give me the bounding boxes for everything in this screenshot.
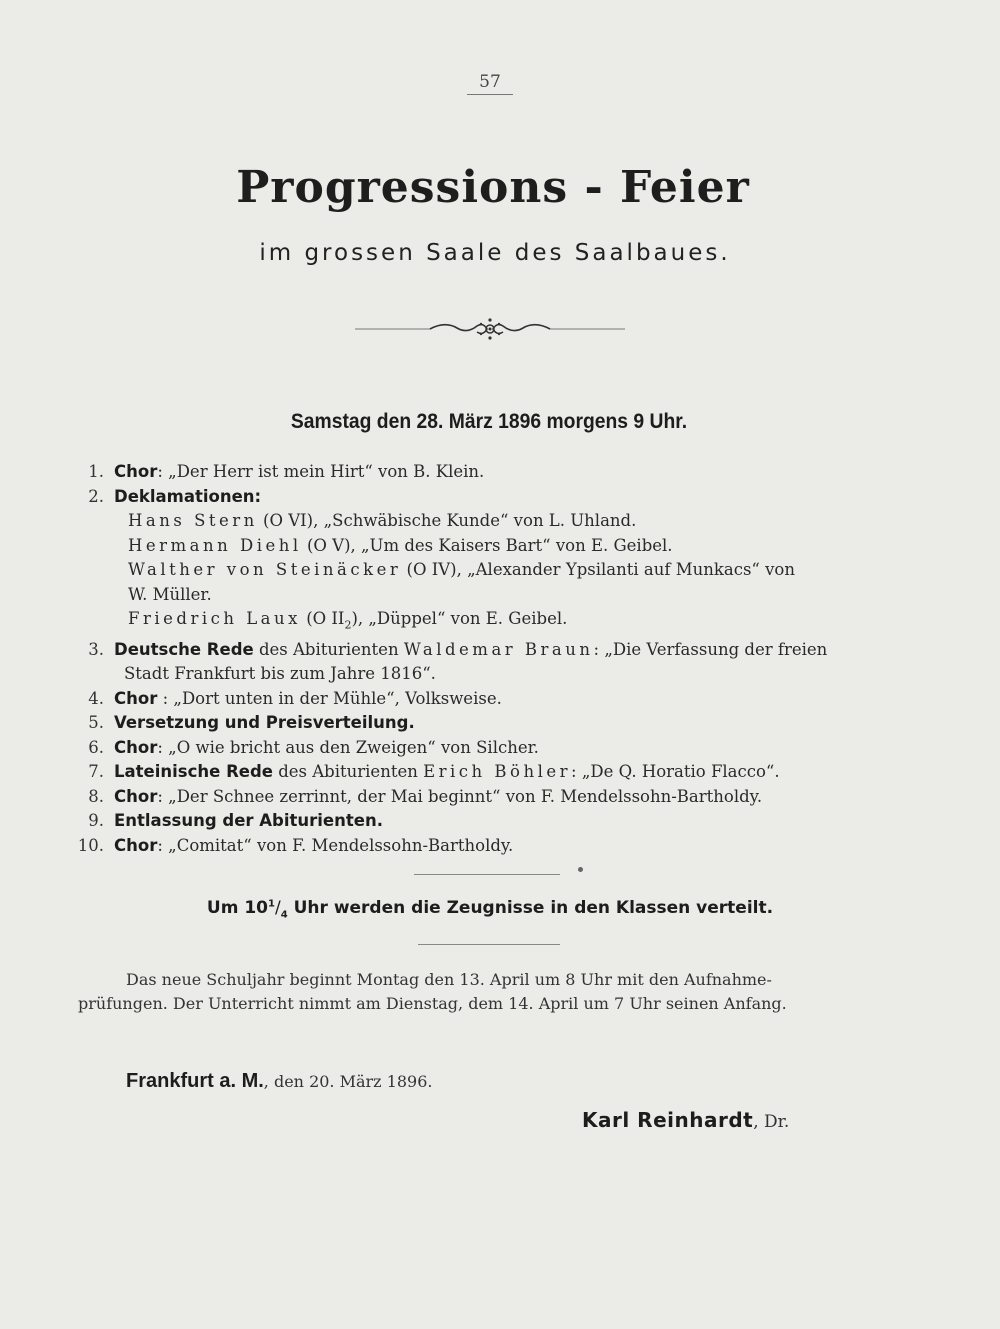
divider-dot [578, 867, 583, 872]
item-text: : „Der Schnee zerrinnt, der Mai beginnt“ von F. Mendelssohn-Bartholdy. [157, 786, 763, 806]
list-item [70, 583, 910, 608]
item-heading: Versetzung und Preisverteilung. [114, 713, 415, 733]
ornament-divider [355, 316, 625, 342]
item-number: 5. [88, 713, 104, 733]
fraction-denominator: 4 [280, 909, 288, 921]
list-item [70, 638, 910, 663]
item-text: : „Dort unten in der Mühle“, Volksweise. [157, 688, 502, 708]
performer-name: Walther von Steinäcker [128, 560, 402, 579]
page-title: Progressions - Feier [236, 162, 750, 213]
item-text: : „De Q. Horatio Flacco“. [571, 762, 780, 782]
page-number: 57 [467, 72, 513, 95]
performer-name: Waldemar Braun [403, 639, 594, 659]
item-text: : „Comitat“ von F. Mendelssohn-Bartholdy. [157, 835, 514, 855]
performer-name: Hermann Diehl [128, 535, 302, 555]
class-subscript: 2 [344, 618, 352, 632]
item-heading: Chor [114, 737, 158, 757]
item-number: 7. [88, 762, 104, 782]
list-item [70, 834, 910, 859]
list-item [70, 485, 910, 510]
list-item [70, 687, 910, 712]
item-text: : „O wie bricht aus den Zweigen“ von Silcher. [157, 737, 539, 757]
item-number: 1. [88, 462, 104, 481]
item-text: ), „Düppel“ von E. Geibel. [351, 609, 568, 628]
subtitle: im grossen Saale des Saalbaues. [259, 240, 731, 266]
item-heading: Chor [114, 786, 158, 806]
signature [582, 1108, 789, 1132]
item-text: (O IV), „Alexander Ypsilanti auf Munkacs“ von [401, 560, 795, 579]
list-item [70, 736, 910, 761]
divider [418, 944, 560, 945]
item-text: : „Die Verfassung der freien [593, 639, 828, 659]
program-list [70, 460, 910, 858]
date-text: , den 20. März 1896. [263, 1072, 433, 1091]
item-number: 10. [77, 835, 104, 855]
item-number: 6. [88, 737, 104, 757]
certificate-notice [0, 898, 980, 920]
list-item [70, 534, 910, 559]
item-number: 8. [88, 786, 104, 806]
list-item [70, 558, 910, 583]
fraction-slash: / [274, 898, 281, 918]
school-year-note [78, 968, 900, 1016]
list-item [70, 809, 910, 834]
fraction-numerator: 1 [268, 898, 275, 910]
item-text: (O II [300, 609, 345, 628]
item-text: (O V), „Um des Kaisers Bart“ von E. Geibel. [301, 535, 673, 555]
item-number: 3. [88, 639, 104, 659]
performer-name: Erich Böhler [423, 762, 572, 782]
notice-text: Um 10 [206, 898, 269, 918]
note-line: prüfungen. Der Unterricht nimmt am Dienstag, dem 14. April um 7 Uhr seinen Anfang. [78, 994, 787, 1013]
place-date [126, 1070, 433, 1093]
item-number: 9. [88, 811, 104, 831]
list-item [70, 607, 910, 638]
item-heading: Lateinische Rede [114, 762, 273, 782]
item-number: 4. [88, 688, 104, 708]
item-number: 2. [88, 486, 104, 506]
list-item [70, 460, 910, 485]
item-heading: Deutsche Rede [114, 639, 254, 659]
performer-name: Hans Stern [128, 511, 258, 530]
item-text: Stadt Frankfurt bis zum Jahre 1816“. [124, 664, 436, 684]
item-text: W. Müller. [128, 584, 212, 604]
list-item [70, 760, 910, 785]
place-name: Frankfurt a. M. [126, 1070, 264, 1092]
notice-text: Uhr werden die Zeugnisse in den Klassen verteilt. [287, 898, 774, 918]
signatory-name: Karl Reinhardt [582, 1108, 754, 1132]
item-heading: Chor [114, 688, 158, 708]
item-text: des Abiturienten [272, 762, 424, 782]
item-text: des Abiturienten [253, 639, 404, 659]
list-item [70, 785, 910, 810]
performer-name: Friedrich Laux [128, 609, 301, 628]
item-heading: Chor [114, 835, 158, 855]
item-heading: Chor [114, 462, 158, 481]
list-item [70, 509, 910, 534]
item-heading: Entlassung der Abiturienten. [114, 811, 383, 831]
event-date-line: Samstag den 28. März 1896 morgens 9 Uhr. [290, 410, 688, 433]
item-text: : „Der Herr ist mein Hirt“ von B. Klein. [157, 462, 485, 481]
list-item [70, 711, 910, 736]
list-item [70, 662, 910, 687]
item-heading: Deklamationen: [114, 486, 262, 506]
item-text: (O VI), „Schwäbische Kunde“ von L. Uhland. [257, 511, 637, 530]
note-line: Das neue Schuljahr beginnt Montag den 13. April um 8 Uhr mit den Aufnahme- [126, 970, 772, 989]
divider [414, 874, 560, 875]
signatory-title: , Dr. [753, 1112, 790, 1132]
